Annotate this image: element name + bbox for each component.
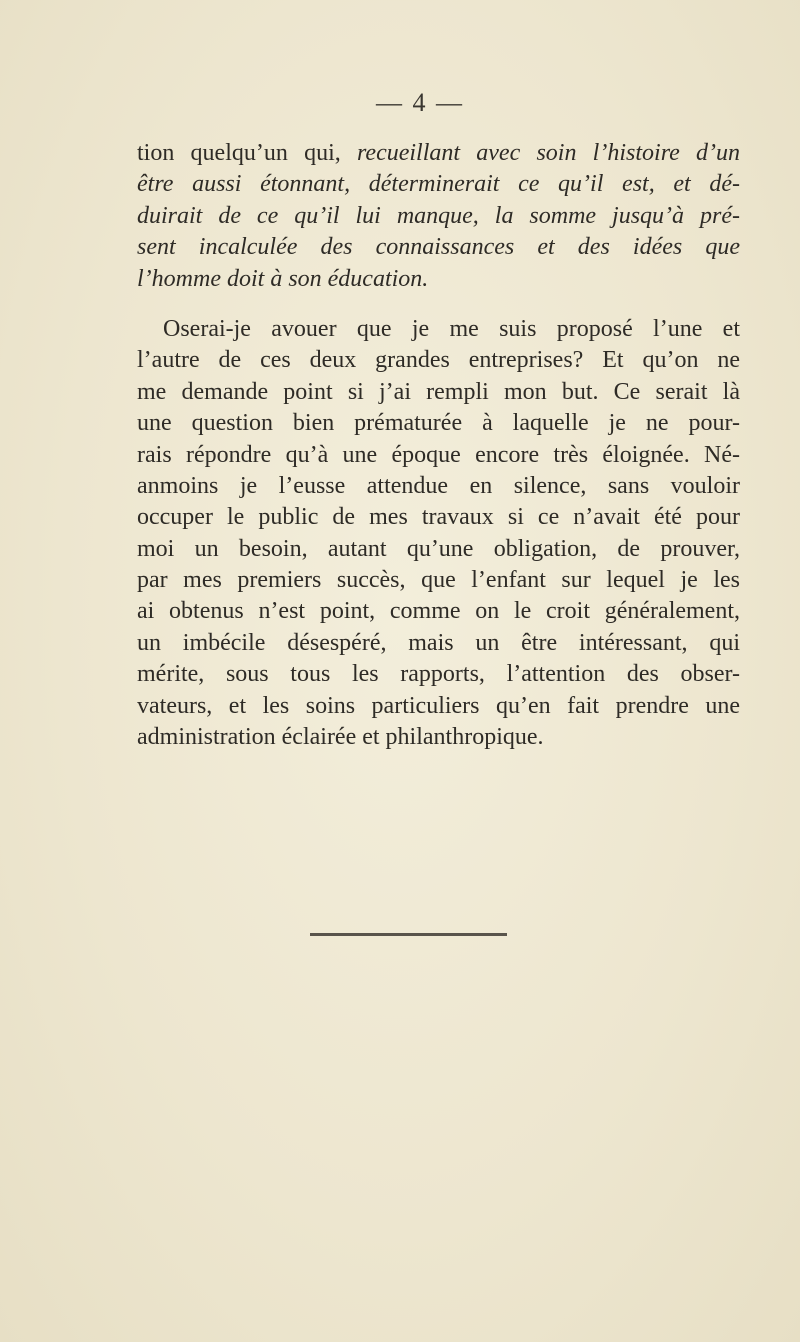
text-line: rais répondre qu’à une époque encore très éloignée. Né- bbox=[137, 441, 740, 468]
text-line: un imbécile désespéré, mais un être intéressant, qui bbox=[137, 629, 740, 656]
text-line: occuper le public de mes travaux si ce n’avait été pour bbox=[137, 504, 740, 531]
text-line: duirait de ce qu’il lui manque, la somme jusqu’à pré- bbox=[137, 202, 740, 229]
text-line: moi un besoin, autant qu’une obligation, de prouver, bbox=[137, 535, 740, 562]
text-line: l’autre de ces deux grandes entreprises? Et qu’on ne bbox=[137, 347, 740, 374]
text-line: me demande point si j’ai rempli mon but. Ce serait là bbox=[137, 378, 740, 405]
text-line: mérite, sous tous les rapports, l’attention des obser- bbox=[137, 661, 740, 688]
text-line: être aussi étonnant, déterminerait ce qu’il est, et dé- bbox=[137, 171, 740, 198]
page-number: — 4 — bbox=[376, 88, 464, 117]
section-divider-rule bbox=[310, 933, 507, 936]
body-text bbox=[137, 138, 740, 753]
paragraph-2 bbox=[137, 314, 740, 753]
paragraph-spacing bbox=[137, 295, 740, 314]
text-line: tion quelqu’un qui, recueillant avec soin l’histoire d’un bbox=[137, 140, 740, 166]
text-line: vateurs, et les soins particuliers qu’en fait prendre une bbox=[137, 692, 740, 719]
text-line: par mes premiers succès, que l’enfant sur lequel je les bbox=[137, 567, 740, 594]
text-line: l’homme doit à son éducation. bbox=[137, 265, 429, 292]
text-line: anmoins je l’eusse attendue en silence, sans vouloir bbox=[137, 472, 740, 499]
text-line: une question bien prématurée à laquelle je ne pour- bbox=[137, 410, 740, 437]
text-line: administration éclairée et philanthropique. bbox=[137, 724, 544, 751]
text-line: Oserai-je avouer que je me suis proposé l’une et bbox=[163, 315, 740, 342]
text-line: sent incalculée des connaissances et des idées que bbox=[137, 234, 740, 261]
text-line: ai obtenus n’est point, comme on le croit généralement, bbox=[137, 598, 740, 625]
paragraph-1 bbox=[137, 138, 740, 295]
